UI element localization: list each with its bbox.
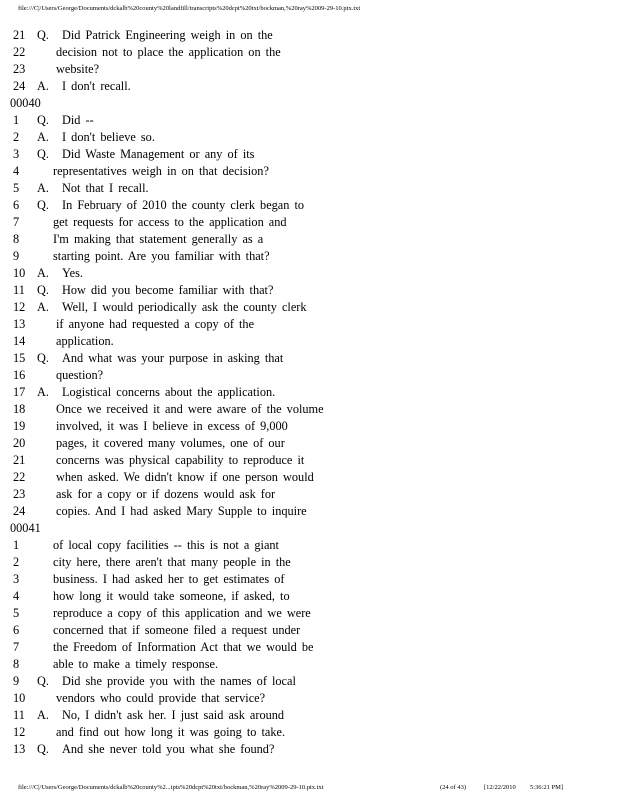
speaker-marker: Q. xyxy=(37,147,49,161)
line-text: No, I didn't ask her. I just said ask around xyxy=(62,708,285,722)
transcript-line xyxy=(10,571,610,588)
line-number: 3 xyxy=(13,572,20,586)
speaker-marker: Q. xyxy=(37,198,49,212)
transcript-line xyxy=(10,707,610,724)
line-text: and find out how long it was going to take. xyxy=(56,725,286,739)
line-text: concerned that if someone filed a request under xyxy=(53,623,301,637)
transcript-line xyxy=(10,129,610,146)
line-text: able to make a timely response. xyxy=(53,657,219,671)
transcript-line xyxy=(10,622,610,639)
line-number: 21 xyxy=(13,28,26,42)
line-text: pages, it covered many volumes, one of our xyxy=(56,436,285,450)
line-text: And she never told you what she found? xyxy=(62,742,275,756)
transcript-line xyxy=(10,78,610,95)
transcript-line xyxy=(10,401,610,418)
line-number: 11 xyxy=(13,283,25,297)
line-text: involved, it was I believe in excess of 9,000 xyxy=(56,419,288,433)
line-text: Yes. xyxy=(62,266,83,280)
transcript-line xyxy=(10,537,610,554)
transcript-line xyxy=(10,248,610,265)
transcript-line xyxy=(10,282,610,299)
speaker-marker: Q. xyxy=(37,28,49,42)
line-text: get requests for access to the application and xyxy=(53,215,287,229)
line-number: 3 xyxy=(13,147,20,161)
transcript-body xyxy=(10,27,610,758)
transcript-line xyxy=(10,656,610,673)
line-text: of local copy facilities -- this is not a giant xyxy=(53,538,279,552)
footer-file-path: file:///C|/Users/George/Documents/dckalb%20county%2...ipts%20dcpt%20txt/bockman,%20ray%2009-29-10.ptx.txt xyxy=(18,784,324,791)
line-text: Did Waste Management or any of its xyxy=(62,147,255,161)
line-number: 18 xyxy=(13,402,26,416)
line-number: 22 xyxy=(13,470,26,484)
line-number: 6 xyxy=(13,623,20,637)
transcript-line xyxy=(10,350,610,367)
line-number: 16 xyxy=(13,368,26,382)
transcript-line xyxy=(10,452,610,469)
line-text: the Freedom of Information Act that we would be xyxy=(53,640,314,654)
speaker-marker: Q. xyxy=(37,674,49,688)
line-text: Not that I recall. xyxy=(62,181,149,195)
line-text: representatives weigh in on that decision? xyxy=(53,164,269,178)
line-text: decision not to place the application on the xyxy=(56,45,281,59)
transcript-line xyxy=(10,605,610,622)
line-number: 19 xyxy=(13,419,26,433)
transcript-line xyxy=(10,554,610,571)
speaker-marker: Q. xyxy=(37,283,49,297)
transcript-line xyxy=(10,265,610,282)
line-text: Logistical concerns about the application. xyxy=(62,385,276,399)
transcript-line xyxy=(10,112,610,129)
line-text: Did she provide you with the names of local xyxy=(62,674,296,688)
line-number: 21 xyxy=(13,453,26,467)
transcript-line xyxy=(10,27,610,44)
line-number: 22 xyxy=(13,45,26,59)
speaker-marker: A. xyxy=(37,79,49,93)
page-marker xyxy=(10,520,610,537)
line-text: I don't recall. xyxy=(62,79,131,93)
speaker-marker: A. xyxy=(37,266,49,280)
line-text: if anyone had requested a copy of the xyxy=(56,317,255,331)
file-path-header: file:///C|/Users/George/Documents/dckalb%20county%20landfill/transcripts%20dcpt%20txt/bockman,%20ray%2009-29-10.ptx.txt xyxy=(18,5,361,12)
transcript-line xyxy=(10,367,610,384)
footer-date: [12/22/2010 xyxy=(484,784,516,791)
line-number: 2 xyxy=(13,555,20,569)
transcript-line xyxy=(10,724,610,741)
transcript-line xyxy=(10,231,610,248)
line-number: 12 xyxy=(13,300,26,314)
line-text: vendors who could provide that service? xyxy=(56,691,266,705)
transcript-line xyxy=(10,486,610,503)
transcript-line xyxy=(10,503,610,520)
line-text: Once we received it and were aware of the volume xyxy=(56,402,324,416)
line-text: I'm making that statement generally as a xyxy=(53,232,264,246)
line-text: website? xyxy=(56,62,100,76)
transcript-line xyxy=(10,44,610,61)
line-number: 4 xyxy=(13,589,20,603)
page-marker xyxy=(10,95,610,112)
line-number: 9 xyxy=(13,674,20,688)
line-number: 4 xyxy=(13,164,20,178)
line-number: 24 xyxy=(13,79,26,93)
footer-page-count: (24 of 43) xyxy=(440,784,466,791)
line-text: when asked. We didn't know if one person would xyxy=(56,470,314,484)
speaker-marker: Q. xyxy=(37,351,49,365)
transcript-line xyxy=(10,690,610,707)
line-number: 23 xyxy=(13,487,26,501)
speaker-marker: Q. xyxy=(37,113,49,127)
transcript-line xyxy=(10,673,610,690)
line-number: 12 xyxy=(13,725,26,739)
transcript-line xyxy=(10,435,610,452)
speaker-marker: A. xyxy=(37,385,49,399)
line-text: business. I had asked her to get estimates of xyxy=(53,572,285,586)
transcript-line xyxy=(10,61,610,78)
line-number: 6 xyxy=(13,198,20,212)
line-text: Well, I would periodically ask the county clerk xyxy=(62,300,307,314)
transcript-line xyxy=(10,180,610,197)
line-number: 8 xyxy=(13,232,20,246)
line-number: 10 xyxy=(13,691,26,705)
transcript-line xyxy=(10,741,610,758)
line-text: How did you become familiar with that? xyxy=(62,283,274,297)
line-number: 5 xyxy=(13,606,20,620)
transcript-line xyxy=(10,588,610,605)
line-text: starting point. Are you familiar with that? xyxy=(53,249,270,263)
line-text: how long it would take someone, if asked, to xyxy=(53,589,290,603)
speaker-marker: A. xyxy=(37,181,49,195)
transcript-line xyxy=(10,214,610,231)
line-number: 17 xyxy=(13,385,26,399)
transcript-line xyxy=(10,384,610,401)
speaker-marker: A. xyxy=(37,300,49,314)
line-text: Did -- xyxy=(62,113,94,127)
transcript-line xyxy=(10,639,610,656)
line-number: 14 xyxy=(13,334,26,348)
line-number: 10 xyxy=(13,266,26,280)
line-text: concerns was physical capability to reproduce it xyxy=(56,453,305,467)
line-number: 13 xyxy=(13,742,26,756)
line-number: 24 xyxy=(13,504,26,518)
line-number: 9 xyxy=(13,249,20,263)
line-text: copies. And I had asked Mary Supple to inquire xyxy=(56,504,307,518)
line-number: 2 xyxy=(13,130,20,144)
line-number: 15 xyxy=(13,351,26,365)
speaker-marker: A. xyxy=(37,130,49,144)
line-number: 1 xyxy=(13,538,20,552)
footer-time: 5:36:21 PM] xyxy=(530,784,564,791)
transcript-line xyxy=(10,469,610,486)
line-number: 11 xyxy=(13,708,25,722)
transcript-line xyxy=(10,299,610,316)
transcript-line xyxy=(10,316,610,333)
page-marker-label: 00040 xyxy=(10,96,41,110)
line-number: 23 xyxy=(13,62,26,76)
line-number: 5 xyxy=(13,181,20,195)
page-marker-label: 00041 xyxy=(10,521,41,535)
line-text: reproduce a copy of this application and we were xyxy=(53,606,311,620)
line-text: city here, there aren't that many people in the xyxy=(53,555,291,569)
line-text: question? xyxy=(56,368,104,382)
transcript-line xyxy=(10,146,610,163)
line-number: 7 xyxy=(13,640,20,654)
line-text: ask for a copy or if dozens would ask for xyxy=(56,487,276,501)
speaker-marker: Q. xyxy=(37,742,49,756)
line-text: application. xyxy=(56,334,114,348)
line-text: I don't believe so. xyxy=(62,130,155,144)
line-number: 8 xyxy=(13,657,20,671)
speaker-marker: A. xyxy=(37,708,49,722)
transcript-line xyxy=(10,163,610,180)
transcript-line xyxy=(10,418,610,435)
line-number: 1 xyxy=(13,113,20,127)
line-number: 20 xyxy=(13,436,26,450)
line-text: And what was your purpose in asking that xyxy=(62,351,284,365)
line-number: 7 xyxy=(13,215,20,229)
transcript-line xyxy=(10,333,610,350)
line-number: 13 xyxy=(13,317,26,331)
line-text: Did Patrick Engineering weigh in on the xyxy=(62,28,273,42)
transcript-line xyxy=(10,197,610,214)
line-text: In February of 2010 the county clerk began to xyxy=(62,198,305,212)
